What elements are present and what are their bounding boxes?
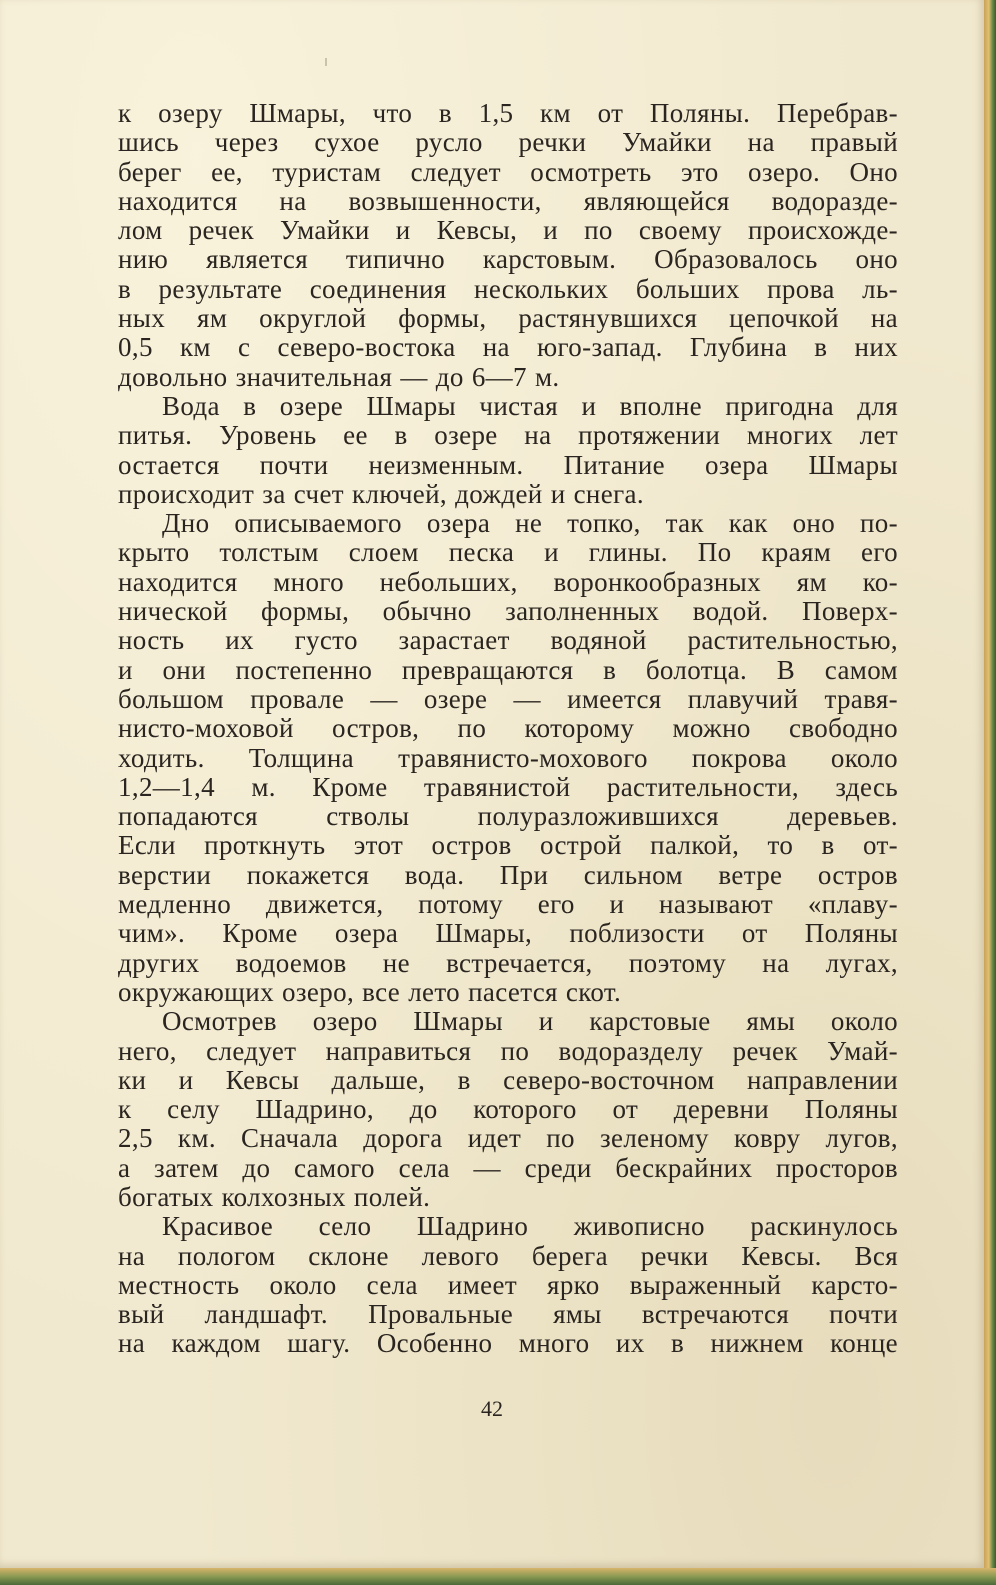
text-line: 0,5 км с северо-востока на юго-запад. Глубина в них bbox=[118, 332, 898, 363]
text-line: к озеру Шмары, что в 1,5 км от Поляны. Перебрав- bbox=[118, 98, 898, 128]
text-line: Осмотрев озеро Шмары и карстовые ямы около bbox=[162, 1006, 898, 1037]
text-line: других водоемов не встречается, поэтому на лугах, bbox=[118, 947, 898, 978]
text-line: медленно движется, потому его и называют «плаву- bbox=[118, 889, 898, 920]
text-line: верстии покажется вода. При сильном ветре остров bbox=[118, 859, 898, 890]
text-line: на пологом склоне левого берега речки Кевсы. Вся bbox=[118, 1240, 898, 1271]
text-line: довольно значительная — до 6—7 м. bbox=[118, 361, 560, 392]
text-line: Если проткнуть этот остров острой палкой, то в от- bbox=[118, 830, 898, 861]
text-line: вый ландшафт. Провальные ямы встречаются почти bbox=[118, 1299, 898, 1330]
text-line: Красивое село Шадрино живописно раскинулось bbox=[162, 1211, 898, 1242]
text-line: нию является типично карстовым. Образовалось оно bbox=[118, 244, 898, 275]
text-line: ходить. Толщина травянисто-мохового покрова около bbox=[118, 742, 898, 773]
page-edge-bottom bbox=[0, 1568, 996, 1585]
text-line: берег ее, туристам следует осмотреть это озеро. Оно bbox=[118, 156, 898, 187]
text-line: окружающих озеро, все лето пасется скот. bbox=[118, 976, 622, 1007]
text-line: шись через сухое русло речки Умайки на правый bbox=[118, 127, 898, 158]
text-line: а затем до самого села — среди бескрайних просторов bbox=[118, 1152, 898, 1183]
text-line: 2,5 км. Сначала дорога идет по зеленому ковру лугов, bbox=[118, 1123, 898, 1154]
text-line: нисто-моховой остров, по которому можно свободно bbox=[118, 713, 898, 744]
text-line: к селу Шадрино, до которого от деревни Поляны bbox=[118, 1094, 898, 1125]
text-line: и они постепенно превращаются в болотца. В самом bbox=[118, 654, 898, 685]
text-line: происходит за счет ключей, дождей и снега. bbox=[118, 478, 644, 509]
text-line: местность около села имеет ярко выраженный карсто- bbox=[118, 1269, 898, 1300]
text-line: находится много небольших, воронкообразных ям ко- bbox=[118, 566, 898, 597]
text-line: большом провале — озере — имеется плавучий травя- bbox=[118, 683, 898, 714]
text-line: попадаются стволы полуразложившихся деревьев. bbox=[118, 801, 898, 832]
text-line: питья. Уровень ее в озере на протяжении многих лет bbox=[118, 420, 898, 451]
text-line: чим». Кроме озера Шмары, поблизости от Поляны bbox=[118, 918, 898, 949]
text-line: остается почти неизменным. Питание озера Шмары bbox=[118, 449, 898, 480]
text-line: нической формы, обычно заполненных водой. Поверх- bbox=[118, 596, 898, 627]
text-line: ки и Кевсы дальше, в северо-восточном направлении bbox=[118, 1064, 898, 1095]
text-line: ных ям округлой формы, растянувшихся цепочкой на bbox=[118, 303, 898, 334]
text-line: Дно описываемого озера не топко, так как оно по- bbox=[162, 508, 898, 539]
text-line: 1,2—1,4 м. Кроме травянистой растительности, здесь bbox=[118, 771, 898, 802]
paper-speck bbox=[325, 58, 327, 66]
text-line: в результате соединения нескольких больших прова ль- bbox=[118, 273, 898, 304]
text-line: лом речек Умайки и Кевсы, и по своему происхожде- bbox=[118, 215, 898, 246]
body-text bbox=[118, 99, 898, 1359]
page-edge-right bbox=[984, 0, 996, 1585]
text-line: ность их густо зарастает водяной растительностью, bbox=[118, 625, 898, 656]
text-line: находится на возвышенности, являющейся водоразде- bbox=[118, 185, 898, 216]
text-line: на каждом шагу. Особенно много их в нижнем конце bbox=[118, 1328, 898, 1359]
text-line: крыто толстым слоем песка и глины. По краям его bbox=[118, 537, 898, 568]
text-line: Вода в озере Шмары чистая и вполне пригодна для bbox=[162, 390, 898, 421]
text-line: богатых колхозных полей. bbox=[118, 1181, 431, 1212]
page-number: 42 bbox=[481, 1396, 503, 1421]
text-line: него, следует направиться по водоразделу речек Умай- bbox=[118, 1035, 898, 1066]
